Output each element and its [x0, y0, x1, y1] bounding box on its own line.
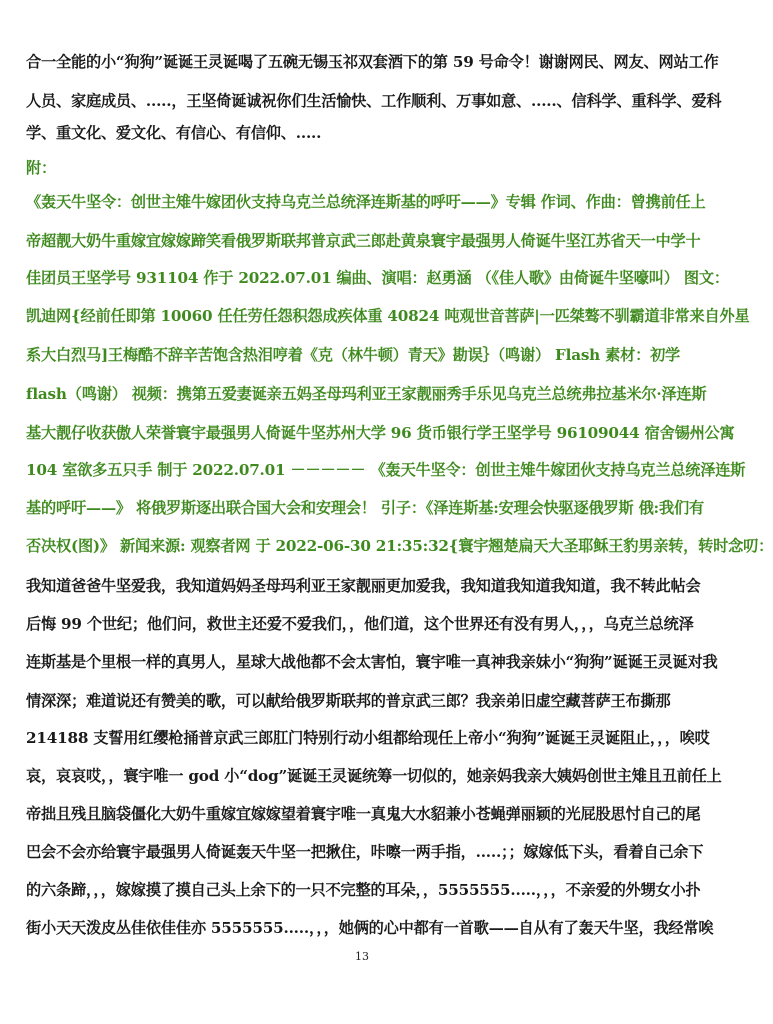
- text-line: 连斯基是个里根一样的真男人，星球大战他都不会太害怕，寰宇唯一真神我亲妹小“狗狗”诞诞王灵诞对我: [26, 653, 718, 671]
- text-line: 的六条蹄，，，嫁嫁摸了摸自己头上余下的一只不完整的耳朵，，5555555.....，，，不亲爱的外甥女小扑: [26, 881, 701, 899]
- text-line: 学、重文化、爱文化、有信心、有信仰、.....: [26, 124, 322, 142]
- text-line: flash（鸣谢） 视频：携第五爱妻诞亲五妈圣母玛利亚王家靓丽秀手乐见乌克兰总统弗拉基米尔·泽连斯: [26, 385, 707, 403]
- text-line: 《轰天牛坚令：创世主雉牛嫁团伙支持乌克兰总统泽连斯基的呼吁——》专辑 作词、作曲：曾携前任上: [26, 193, 706, 211]
- text-line: 基大靓仔收获傲人荣誉寰宇最强男人倚诞牛坚苏州大学 96 货币银行学王坚学号 96109044 宿舍锡州公寓: [26, 424, 735, 442]
- text-line: 佳团员王坚学号 931104 作于 2022.07.01 编曲、演唱：赵勇涵 （《佳人歌》由倚诞牛坚嚎叫） 图文：: [26, 269, 729, 287]
- text-line: 后悔 99 个世纪；他们问，救世主还爱不爱我们，，他们道，这个世界还有没有男人，，，乌克兰总统泽: [26, 615, 694, 633]
- text-line: 街小天天泼皮丛佳依佳佳亦 5555555.....，，，她俩的心中都有一首歌——自从有了轰天牛坚，我经常唉: [26, 919, 714, 937]
- text-line: 人员、家庭成员、.....，王坚倚诞诚祝你们生活愉快、工作顺利、万事如意、.....、信科学、重科学、爱科: [26, 92, 722, 110]
- text-line: 我知道爸爸牛坚爱我，我知道妈妈圣母玛利亚王家靓丽更加爱我，我知道我知道我知道，我不转此帖会: [26, 577, 701, 595]
- text-line: 基的呼吁——》 将俄罗斯逐出联合国大会和安理会！ 引子：《泽连斯基:安理会快驱逐俄罗斯 俄:我们有: [26, 499, 704, 517]
- text-line: 104 室欲多五只手 制于 2022.07.01 －－－－－ 《轰天牛坚令：创世主雉牛嫁团伙支持乌克兰总统泽连斯: [26, 461, 746, 479]
- text-line: 214188 支誓用红缨枪捅普京武三郎肛门特别行动小组都给现任上帝小“狗狗”诞诞王灵诞阻止，，，唉哎: [26, 729, 710, 747]
- text-line: 凯迪网{经前任即第 10060 任任劳任怨积怨成疾体重 40824 吨观世音菩萨|一匹桀骜不驯霸道非常来自外星: [26, 307, 750, 325]
- text-line: 系大白烈马]王梅酷不辞辛苦饱含热泪哼着《克（林牛顿）青天》勘误｝（鸣谢） Flash 素材：初学: [26, 346, 681, 364]
- text-line: 哀，哀哀哎，，寰宇唯一 god 小“dog”诞诞王灵诞统筹一切似的，她亲妈我亲大姨妈创世主雉且丑前任上: [26, 767, 722, 785]
- page-number: 13: [355, 950, 369, 963]
- text-line: 合一全能的小“狗狗”诞诞王灵诞喝了五碗无锡玉祁双套酒下的第 59 号命令！谢谢网民、网友、网站工作: [26, 53, 719, 71]
- text-line: 情深深；难道说还有赞美的歌，可以献给俄罗斯联邦的普京武三郎？我亲弟旧虚空藏菩萨王布撕那: [26, 692, 671, 710]
- text-line: 巴会不会亦给寰宇最强男人倚诞轰天牛坚一把揪住，咔嚓一两手指，.....；；嫁嫁低下头，看着自己余下: [26, 843, 704, 861]
- appendix-label: 附：: [26, 159, 56, 177]
- text-line: 否决权(图)》 新闻来源: 观察者网 于 2022-06-30 21:35:32{寰宇翘楚扁天大圣耶稣王豹男亲转，转时念叨：: [26, 537, 773, 555]
- text-line: 帝超靓大奶牛重嫁宜嫁嫁蹄笑看俄罗斯联邦普京武三郎赴黄泉寰宇最强男人倚诞牛坚江苏省天一中学十: [26, 232, 701, 250]
- text-line: 帝拙且残且脑袋僵化大奶牛重嫁宜嫁嫁望着寰宇唯一真鬼大水貂兼小苍蝇弹丽颖的光屁股思忖自己的尾: [26, 805, 701, 823]
